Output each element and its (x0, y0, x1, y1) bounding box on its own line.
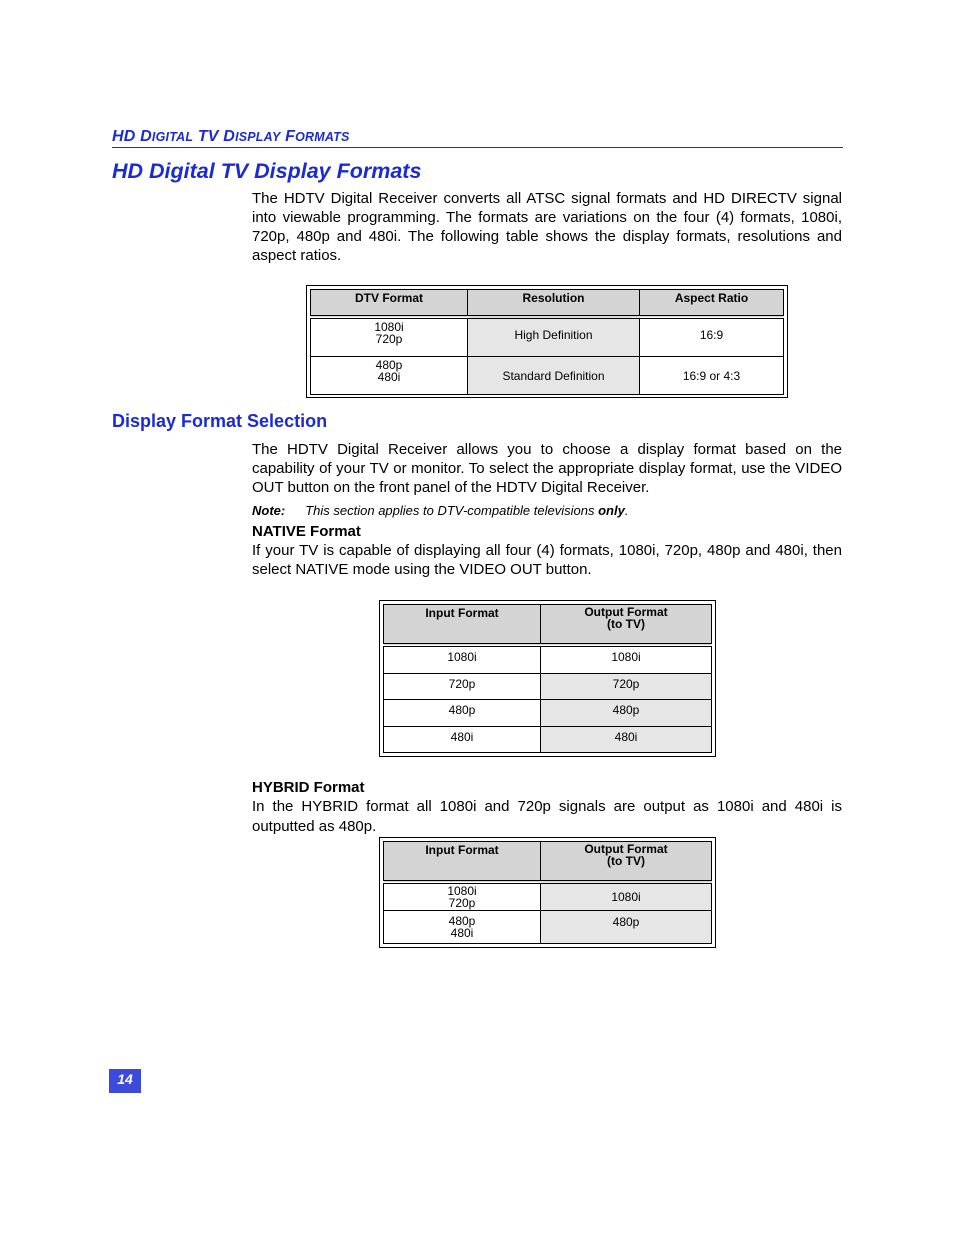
table-row (384, 700, 712, 726)
table-row (384, 911, 712, 944)
table-row (311, 317, 784, 357)
input-line: 480i (450, 926, 474, 940)
col-header-output (541, 842, 712, 882)
cell-output: 720p (541, 673, 712, 699)
intro-paragraph: The HDTV Digital Receiver converts all ATSC signal formats and HD DIRECTV signal into viewable programming. The formats are variations on the four (4) formats, 1080i, 720p, 480p and 480i. The following table shows the display formats, resolutions and aspect ratios. (252, 190, 842, 264)
table-row (384, 645, 712, 674)
cell-resolution: High Definition (468, 317, 640, 357)
cell-aspect: 16:9 or 4:3 (640, 357, 784, 395)
input-line: 720p (448, 895, 476, 910)
cell-input: 480p (384, 700, 541, 726)
native-table (379, 600, 716, 757)
input-line: 1080i (447, 883, 477, 898)
input-line: 480p (448, 914, 476, 928)
col-header-output (541, 605, 712, 645)
header-rule (112, 147, 843, 148)
header-line: (to TV) (607, 854, 645, 868)
col-header-input: Input Format (384, 842, 541, 882)
cell-resolution: Standard Definition (468, 357, 640, 395)
cell-output: 1080i (541, 645, 712, 674)
cell-aspect: 16:9 (640, 317, 784, 357)
cell-input: 720p (384, 673, 541, 699)
cell-format (311, 317, 468, 357)
table-row (311, 357, 784, 395)
note-end: . (624, 503, 629, 518)
native-title: NATIVE Format (252, 523, 361, 540)
header-line: Output Format (584, 605, 668, 619)
note (252, 503, 628, 518)
cell-input: 480i (384, 726, 541, 752)
hybrid-paragraph: In the HYBRID format all 1080i and 720p signals are output as 1080i and 480i is outputted as 480p. (252, 798, 842, 835)
col-header-input: Input Format (384, 605, 541, 645)
native-paragraph: If your TV is capable of displaying all four (4) formats, 1080i, 720p, 480p and 480i, then select NATIVE mode using the VIDEO OUT button. (252, 542, 842, 578)
cell-output: 480p (541, 911, 712, 944)
selection-paragraph: The HDTV Digital Receiver allows you to choose a display format based on the capability of your TV or monitor. To select the appropriate display format, use the VIDEO OUT button on the front panel of the HDTV Digital Receiver. (252, 441, 842, 496)
section-title: HD Digital TV Display Formats (112, 159, 422, 183)
subsection-title: Display Format Selection (112, 411, 328, 431)
format-line: 1080i (374, 319, 404, 334)
note-emphasis: only (598, 503, 625, 518)
hybrid-title: HYBRID Format (252, 779, 365, 796)
cell-output: 480i (541, 726, 712, 752)
format-line: 480i (377, 370, 401, 384)
header-line: (to TV) (607, 617, 645, 631)
note-text: This section applies to DTV-compatible televisions (305, 503, 599, 518)
header-line: Output Format (584, 842, 668, 856)
hybrid-table (379, 837, 716, 948)
page-number-badge: 14 (109, 1069, 141, 1093)
cell-output: 480p (541, 700, 712, 726)
col-header-resolution: Resolution (468, 290, 640, 317)
note-label: Note: (252, 503, 286, 518)
cell-input (384, 882, 541, 911)
format-line: 480p (375, 358, 403, 372)
table-row (384, 882, 712, 911)
table-row (384, 726, 712, 752)
cell-input (384, 911, 541, 944)
format-line: 720p (375, 331, 403, 346)
col-header-aspect-ratio: Aspect Ratio (640, 290, 784, 317)
running-head: HD DIGITAL TV DISPLAY FORMATS (112, 128, 350, 145)
cell-format (311, 357, 468, 395)
table-row (384, 673, 712, 699)
cell-input: 1080i (384, 645, 541, 674)
col-header-dtv-format: DTV Format (311, 290, 468, 317)
formats-table (306, 285, 788, 398)
cell-output: 1080i (541, 882, 712, 911)
